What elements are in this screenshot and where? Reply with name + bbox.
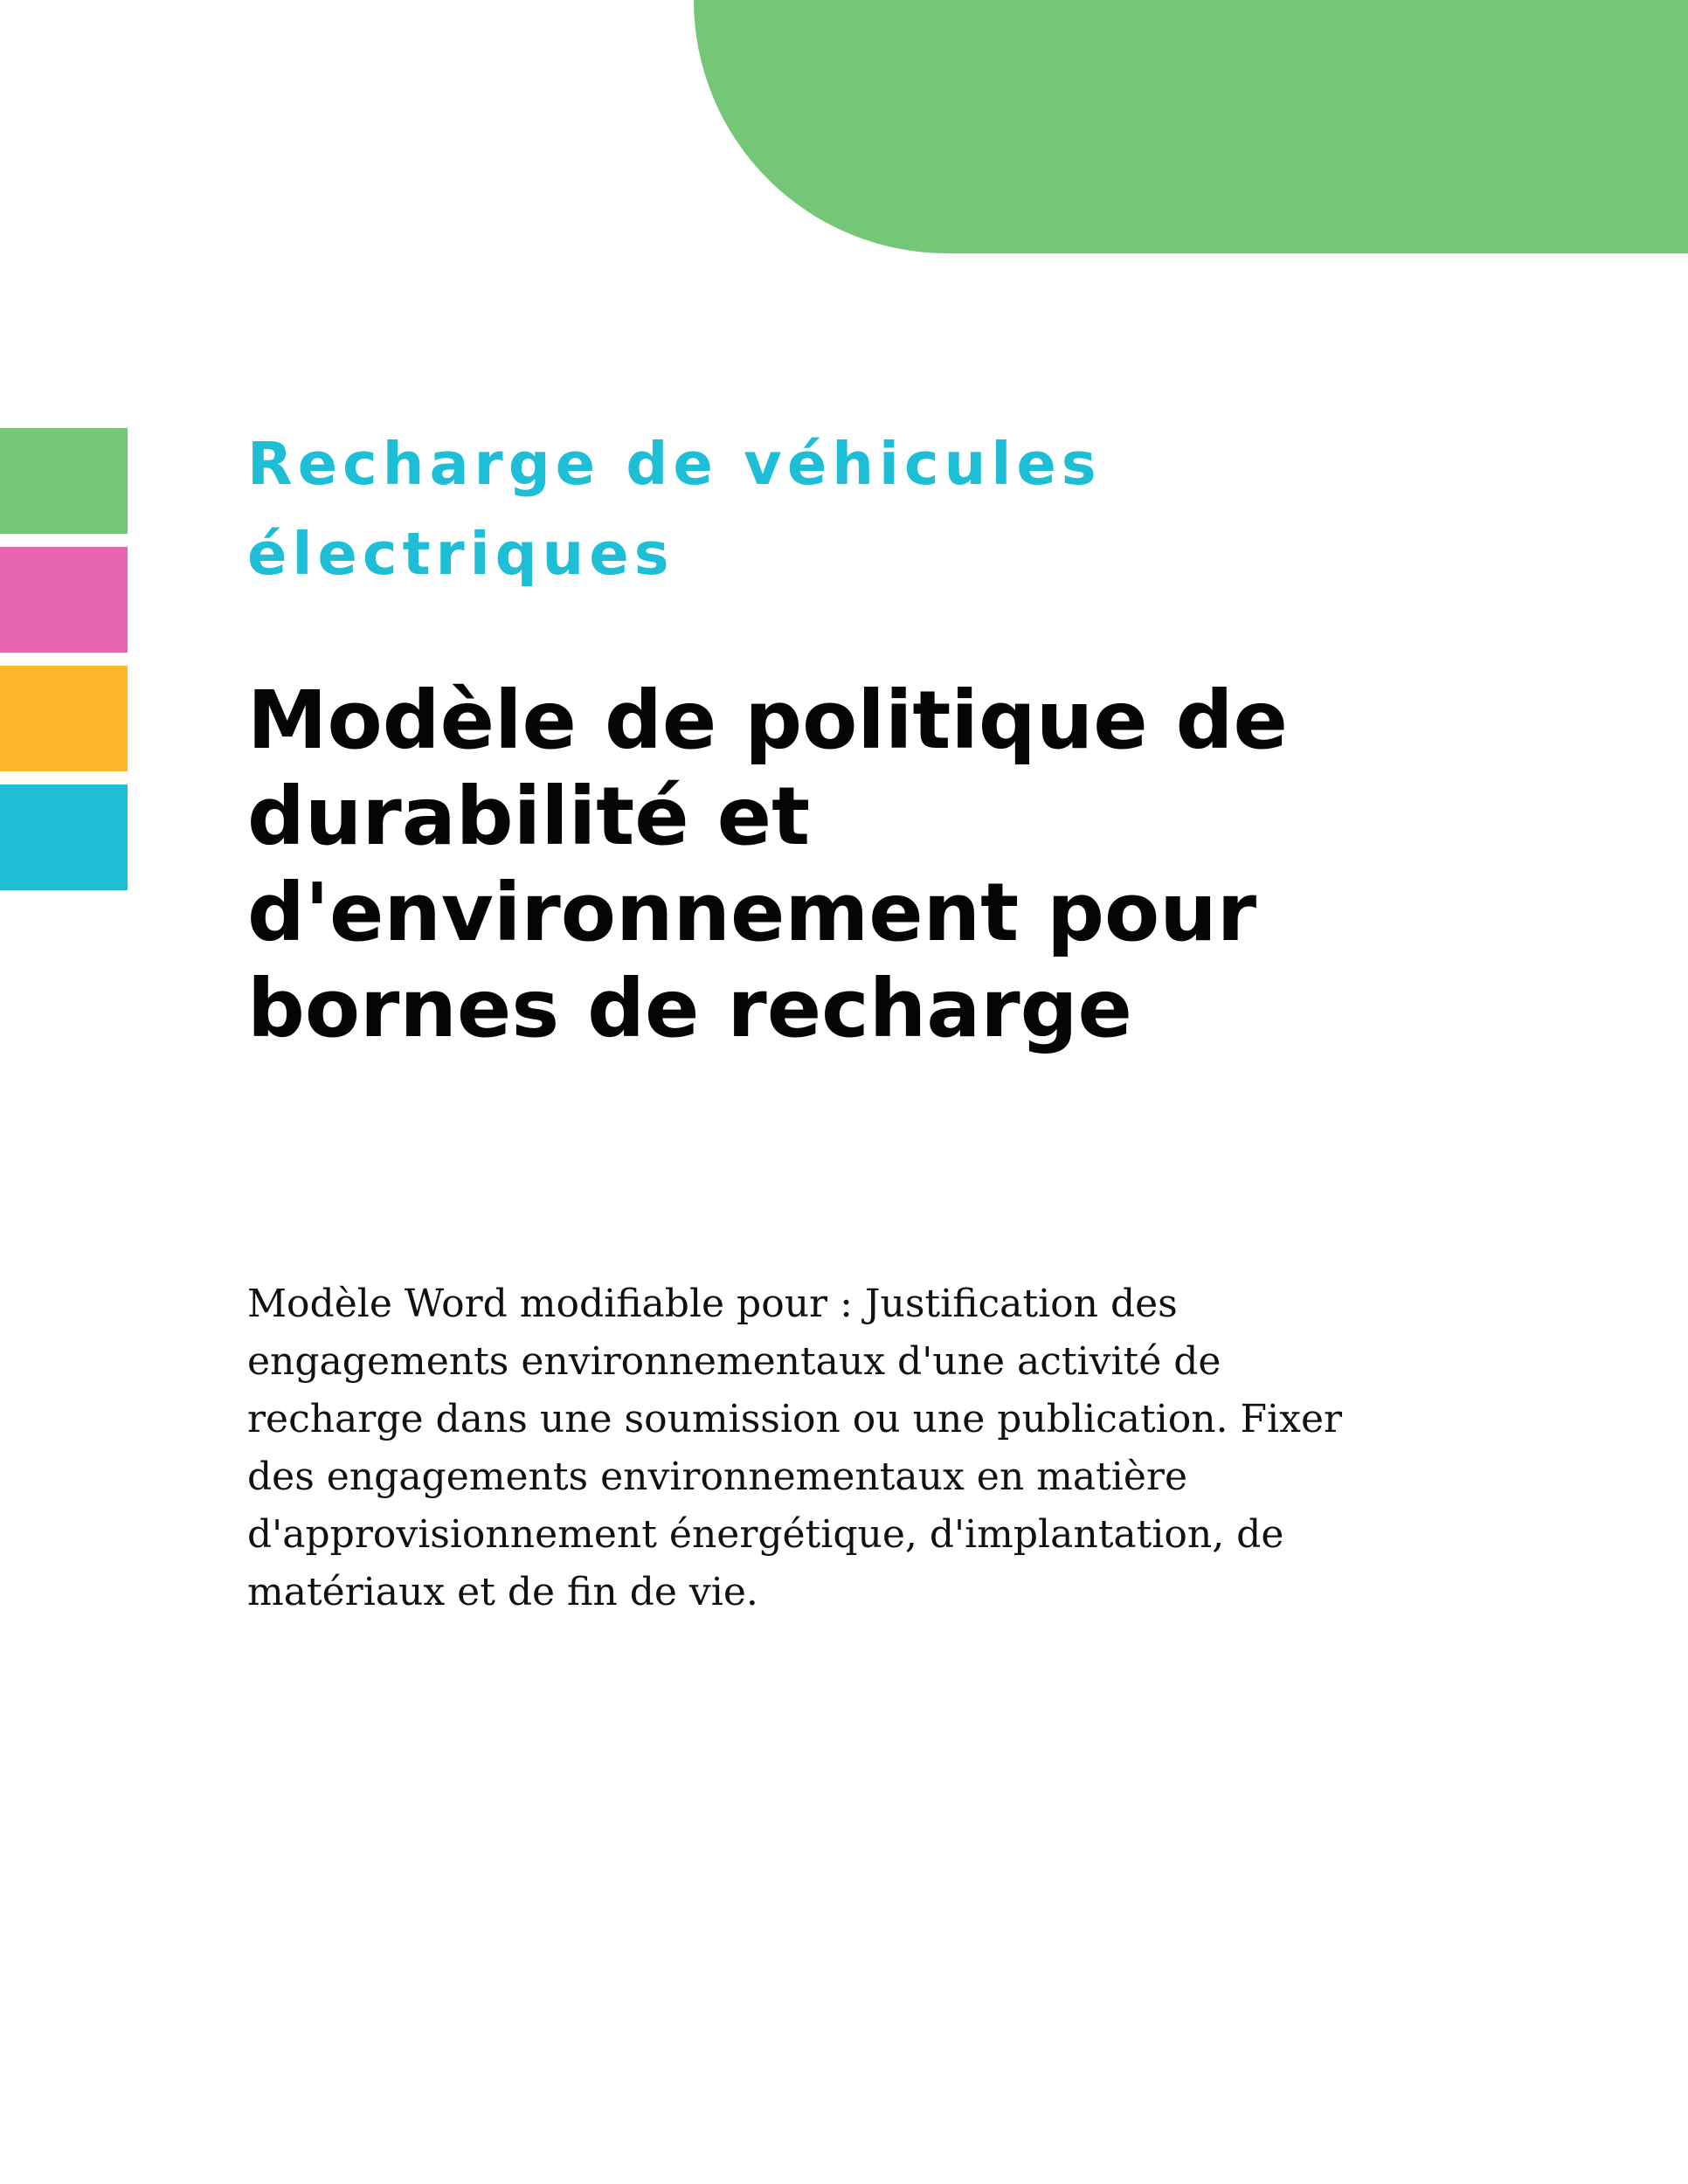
yellow-color-strip bbox=[0, 666, 128, 771]
top-decorative-shape bbox=[694, 0, 1688, 253]
cyan-color-strip bbox=[0, 784, 128, 890]
document-title: Modèle de politique de durabilité et d'environnement pour bornes de recharge bbox=[247, 674, 1288, 1055]
green-color-strip bbox=[0, 428, 128, 534]
pink-color-strip bbox=[0, 547, 128, 653]
category-heading: Recharge de véhicules électriques bbox=[247, 430, 1102, 588]
document-description: Modèle Word modifiable pour : Justification des engagements environnementaux d'une activité de recharge dans une soumission ou une publication. Fixer des engagements environnementaux en matière d'approvisionnement énergétique, d'implantation, de matériaux et de fin de vie. bbox=[247, 1282, 1343, 1614]
